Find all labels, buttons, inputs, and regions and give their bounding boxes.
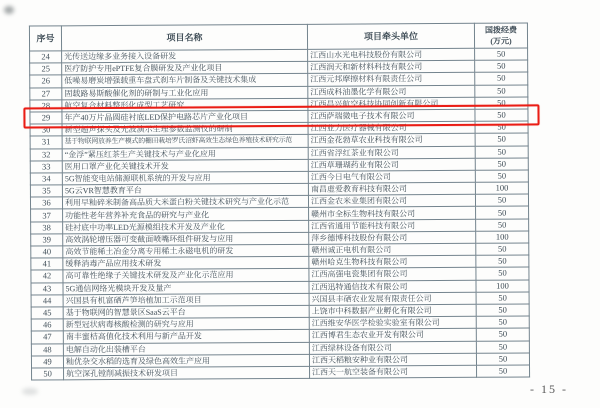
row-lead-org: 江西博君生态农业开发有限公司 — [309, 329, 476, 342]
row-funding: 50 — [476, 267, 529, 280]
row-serial: 30 — [30, 124, 62, 136]
row-serial: 28 — [30, 100, 62, 112]
row-project-name: 5G智能变电站储源联机系统的开发与应用 — [62, 171, 308, 185]
table-row — [32, 365, 530, 380]
row-funding: 50 — [475, 194, 528, 207]
row-project-name: 高效涡轮增压器可变截面喷嘴环组件研发与应用 — [63, 232, 309, 246]
row-lead-org: 江西业力医疗器械有限公司 — [308, 121, 475, 134]
row-project-name: 功能性老年营养补充食品的研究与产业化 — [63, 208, 309, 222]
row-lead-org: 江西萨瑞微电子技术有限公司 — [308, 109, 475, 122]
row-serial: 29 — [30, 112, 62, 124]
row-funding: 100 — [476, 280, 529, 293]
row-lead-org: 江西金花勃草农业科技有限公司 — [308, 134, 475, 147]
row-project-name: 低噪易磨炭增强载重车盘式刹车片制备及关键技术集成 — [62, 74, 308, 88]
row-funding: 50 — [475, 170, 528, 183]
row-serial: 45 — [31, 307, 63, 319]
row-funding: 50 — [475, 145, 528, 158]
row-serial: 27 — [30, 87, 62, 99]
row-project-name: 缓释消毒产品应用技术研发 — [63, 257, 309, 271]
row-project-name: 年产40万片晶圆硅衬底LED保护电路芯片产业化项目 — [62, 110, 308, 124]
row-lead-org: 江西元邦摩擦材料有限责任公司 — [308, 73, 475, 86]
row-funding: 50 — [476, 206, 529, 219]
row-project-name: 籼优杂交水稻的选育及绿色高效生产应用 — [63, 354, 309, 368]
row-serial: 42 — [31, 270, 63, 282]
row-lead-org: 江西高强电瓷集团有限公司 — [309, 268, 476, 281]
header-funding-line2: (万元) — [490, 36, 512, 46]
row-serial: 24 — [30, 51, 62, 63]
row-serial: 34 — [30, 173, 62, 185]
row-funding: 50 — [475, 121, 528, 134]
row-project-name: 高可靠性绝缘子关键技术研发及产业化示范应用 — [63, 269, 309, 283]
row-project-name: 南丰蜜桔高值化技术利用与新产品开发 — [63, 330, 309, 344]
row-lead-org: 江西润天和新材料科技有限公司 — [308, 60, 475, 73]
row-project-name: 高效节能稀土冶金分离专用稀土永磁电机的研发 — [63, 244, 309, 258]
row-lead-org: 萍乡德博科技股份有限公司 — [309, 231, 476, 244]
row-funding: 100 — [476, 231, 529, 244]
row-lead-org: 江西昌兴航空科技协同创新有限公司 — [308, 97, 475, 110]
row-lead-org: 赣州市全标生物科技有限公司 — [309, 207, 476, 220]
funding-table — [29, 22, 530, 380]
header-funding-line1: 国拨经费 — [484, 25, 517, 35]
row-serial: 48 — [31, 343, 63, 355]
scan-smudge — [22, 388, 38, 395]
header-serial: 序号 — [29, 26, 61, 51]
row-serial: 32 — [30, 148, 62, 160]
scan-smudge — [4, 6, 14, 14]
row-lead-org: 江西维安华医学检验实验室有限公司 — [309, 316, 476, 329]
row-serial: 37 — [31, 209, 63, 221]
row-funding: 50 — [476, 316, 529, 329]
row-serial: 25 — [30, 63, 62, 75]
row-funding: 50 — [476, 243, 529, 256]
row-funding: 50 — [477, 365, 530, 378]
row-funding: 50 — [475, 48, 528, 61]
row-lead-org: 江西山水光电科技股份有限公司 — [308, 48, 475, 61]
row-project-name: 固载路易斯酸催化剂的研制与工业化应用 — [62, 86, 308, 100]
table-header — [29, 23, 527, 51]
row-lead-org: 上饶市中科数据产业孵化有限公司 — [309, 304, 476, 317]
row-lead-org: 赣州诚正电机有限公司 — [309, 243, 476, 256]
row-lead-org: 江西省通用节能科技有限公司 — [309, 219, 476, 232]
row-project-name: 基于物联网的智慧景区SaaS云平台 — [63, 305, 309, 319]
row-lead-org: 江西草珊瑚药业有限公司 — [308, 158, 475, 171]
row-funding: 50 — [475, 133, 528, 146]
row-project-name: 电解自动化出装槽平台 — [63, 342, 309, 356]
row-serial: 39 — [31, 234, 63, 246]
row-project-name: 硅衬底中功率LED光源模组技术开发及产业化 — [63, 220, 309, 234]
row-lead-org: 赣州哈克生物科技有限公司 — [309, 255, 476, 268]
row-project-name: 医用口罩产业化关键技术开发 — [62, 159, 308, 173]
row-funding: 50 — [476, 219, 529, 232]
row-funding: 50 — [475, 109, 528, 122]
table-body — [30, 48, 530, 380]
row-funding: 50 — [475, 72, 528, 85]
row-project-name: 新型超声探头及光波演示生理参数监测仪的研制 — [62, 122, 308, 136]
page-number: - 15 - — [530, 382, 568, 396]
row-serial: 50 — [32, 368, 64, 380]
row-project-name: 航空深孔镗削减振技术研发项目 — [64, 366, 310, 380]
row-project-name: 兴国县有机富硒芦笋培植加工示范项目 — [63, 293, 309, 307]
row-lead-org: 南昌虚爱教育科技有限公司 — [308, 182, 475, 195]
row-serial: 44 — [31, 295, 63, 307]
row-serial: 36 — [30, 197, 62, 209]
row-project-name: 航空复合材料整形化成型工艺研究 — [62, 98, 308, 112]
row-lead-org: 兴国县丰硒农业发展有限责任公司 — [309, 292, 476, 305]
row-serial: 49 — [31, 356, 63, 368]
row-project-name: 5G通信网络光模块开发及量产 — [63, 281, 309, 295]
row-funding: 50 — [476, 292, 529, 305]
row-lead-org: 江西金农米业集团有限公司 — [308, 195, 475, 208]
row-lead-org: 江西天稻粮安种业有限公司 — [309, 353, 476, 366]
header-project-name: 项目名称 — [61, 24, 307, 51]
row-lead-org: 江西迅特通信技术有限公司 — [309, 280, 476, 293]
funding-table-wrapper — [29, 22, 529, 380]
row-funding: 50 — [475, 158, 528, 171]
row-lead-org: 江西省浮红茶业有限公司 — [308, 146, 475, 159]
header-lead-org: 项目牵头单位 — [307, 23, 474, 49]
row-serial: 35 — [30, 185, 62, 197]
row-serial: 38 — [31, 221, 63, 233]
row-serial: 40 — [31, 246, 63, 258]
row-funding: 50 — [476, 255, 529, 268]
row-serial: 46 — [31, 319, 63, 331]
row-project-name: 5G云VR智慧教育平台 — [62, 183, 308, 197]
header-funding — [474, 23, 527, 48]
row-serial: 33 — [30, 161, 62, 173]
row-project-name: 利用早籼碎米制备高品质大米蛋白粉关键技术研究与产业化示范 — [62, 196, 308, 210]
row-serial: 26 — [30, 75, 62, 87]
row-serial: 47 — [31, 331, 63, 343]
row-serial: 31 — [30, 136, 62, 148]
row-project-name: 基于物联网放养生产模式的棚田栽培罗氏沼虾高效生态绿色养殖技术研究示范 — [62, 135, 308, 149]
row-funding: 50 — [476, 340, 529, 353]
row-project-name: 医疗防护专用ePTFE复合膜研发及产业化项目 — [62, 62, 308, 76]
row-lead-org: 江西今日电气有限公司 — [308, 170, 475, 183]
row-funding: 50 — [476, 353, 529, 366]
row-lead-org: 江西天一航空装备有限公司 — [310, 365, 477, 378]
row-lead-org: 江西绿林设备有限公司 — [309, 341, 476, 354]
row-funding: 50 — [475, 97, 528, 110]
row-project-name: 新型冠状病毒核酸检测的研究与应用 — [63, 317, 309, 331]
row-serial: 43 — [31, 282, 63, 294]
row-funding: 50 — [476, 304, 529, 317]
row-project-name: 光传送边缘多业务接入设备研发 — [62, 49, 308, 63]
row-lead-org: 江西成科油墨化学有限公司 — [308, 85, 475, 98]
row-funding: 50 — [475, 85, 528, 98]
row-funding: 100 — [475, 182, 528, 195]
row-project-name: “金浮”紧压红茶生产关键技术与产业化应用 — [62, 147, 308, 161]
row-funding: 50 — [476, 328, 529, 341]
row-serial: 41 — [31, 258, 63, 270]
row-funding: 50 — [475, 60, 528, 73]
